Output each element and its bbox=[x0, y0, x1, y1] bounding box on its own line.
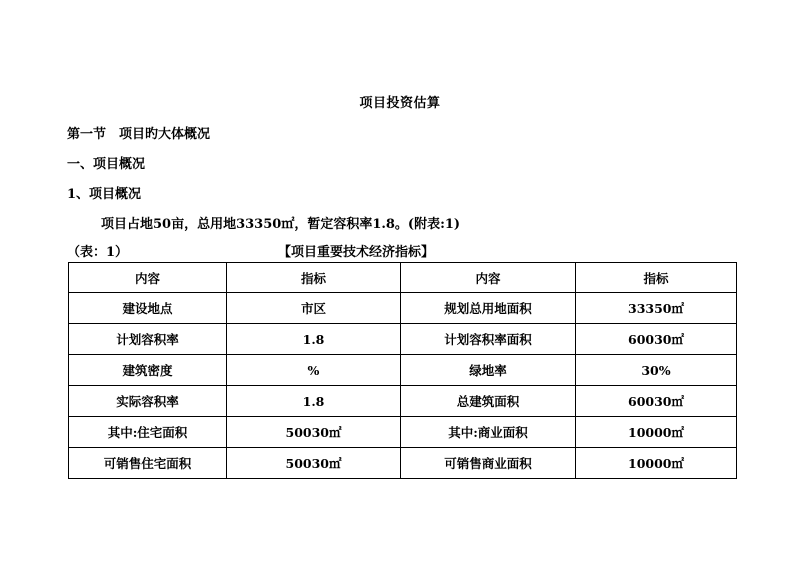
table-caption: 【项目重要技术经济指标】 bbox=[278, 245, 435, 260]
table-cell: 可销售住宅面积 bbox=[69, 448, 227, 479]
header-cell: 指标 bbox=[576, 263, 737, 293]
item-heading: 1、项目概况 bbox=[67, 187, 142, 202]
table-cell: 绿地率 bbox=[401, 355, 576, 386]
table-cell: 建设地点 bbox=[69, 293, 227, 324]
table-cell: 总建筑面积 bbox=[401, 386, 576, 417]
table-cell: 计划容积率面积 bbox=[401, 324, 576, 355]
table-cell: 市区 bbox=[227, 293, 401, 324]
table-cell: 实际容积率 bbox=[69, 386, 227, 417]
table-cell: 1.8 bbox=[227, 386, 401, 417]
table-cell: 规划总用地面积 bbox=[401, 293, 576, 324]
indicator-table bbox=[68, 262, 737, 479]
table-row bbox=[69, 293, 737, 324]
table-cell: 50030㎡ bbox=[227, 448, 401, 479]
table-header-row bbox=[69, 263, 737, 293]
subsection-heading: 一、项目概况 bbox=[67, 157, 146, 172]
table-cell: 33350㎡ bbox=[576, 293, 737, 324]
table-cell: 建筑密度 bbox=[69, 355, 227, 386]
table-cell: 30% bbox=[576, 355, 737, 386]
document-title: 项目投资估算 bbox=[359, 96, 441, 111]
table-cell: 其中:住宅面积 bbox=[69, 417, 227, 448]
table-row bbox=[69, 386, 737, 417]
table-cell: 60030㎡ bbox=[576, 386, 737, 417]
table-cell: 10000㎡ bbox=[576, 417, 737, 448]
table-cell: 其中:商业面积 bbox=[401, 417, 576, 448]
table-cell: 60030㎡ bbox=[576, 324, 737, 355]
table-cell: 1.8 bbox=[227, 324, 401, 355]
table-row bbox=[69, 324, 737, 355]
section-heading: 第一节 项目旳大体概况 bbox=[67, 127, 211, 142]
header-cell: 内容 bbox=[401, 263, 576, 293]
table-row bbox=[69, 417, 737, 448]
table-cell: 计划容积率 bbox=[69, 324, 227, 355]
table-cell: 50030㎡ bbox=[227, 417, 401, 448]
table-cell: 10000㎡ bbox=[576, 448, 737, 479]
table-cell: 可销售商业面积 bbox=[401, 448, 576, 479]
header-cell: 内容 bbox=[69, 263, 227, 293]
table-row bbox=[69, 448, 737, 479]
table-note: （表：1） bbox=[67, 245, 129, 260]
header-cell: 指标 bbox=[227, 263, 401, 293]
table-row bbox=[69, 355, 737, 386]
project-paragraph: 项目占地50亩，总用地33350㎡，暂定容积率1.8。(附表:1) bbox=[101, 217, 461, 232]
table-cell: % bbox=[227, 355, 401, 386]
